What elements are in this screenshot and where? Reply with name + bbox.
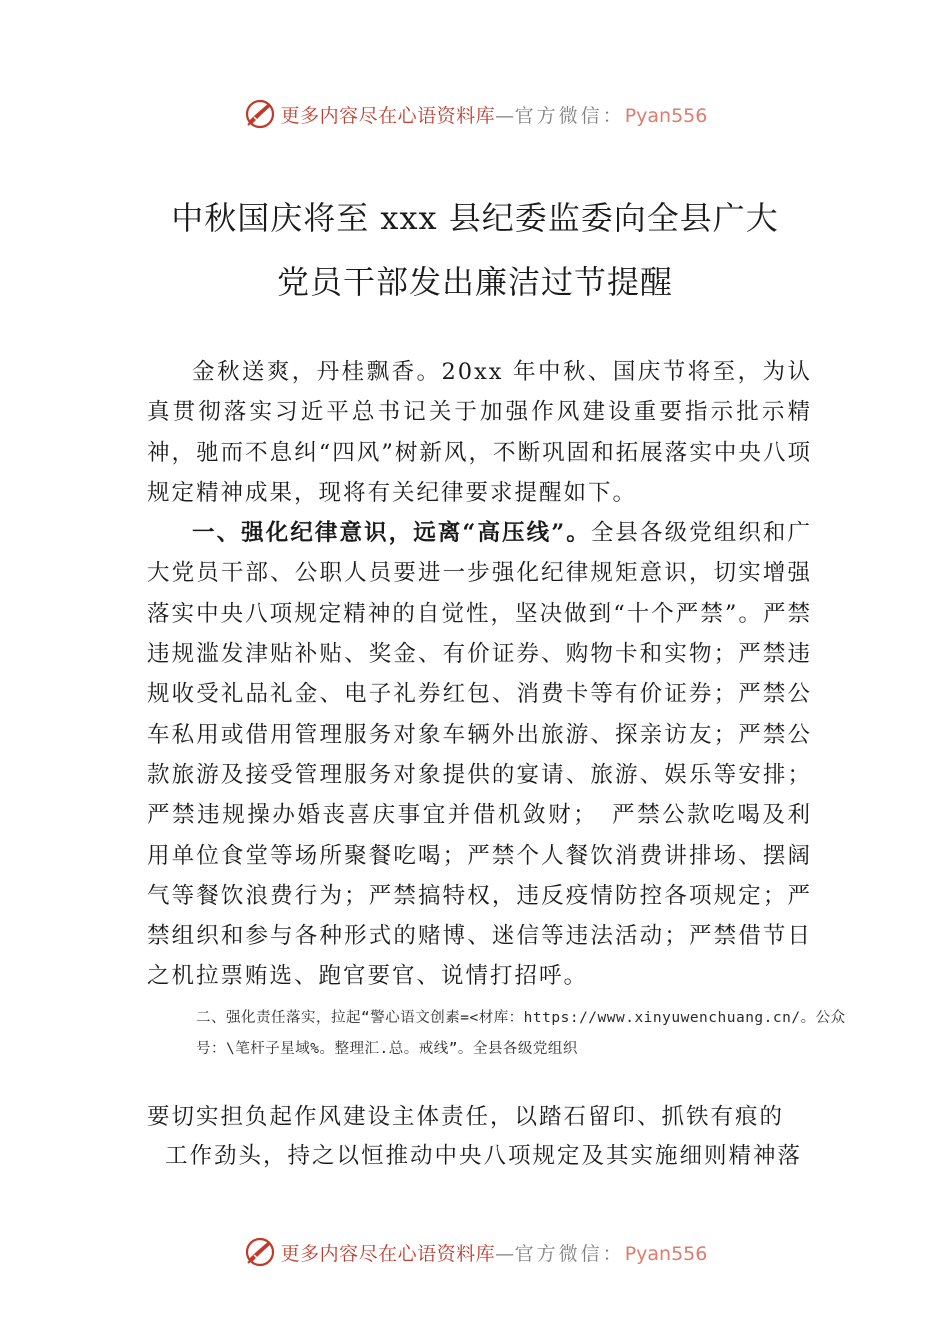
watermark-banner-bottom xyxy=(0,1232,950,1272)
watermark-banner-top xyxy=(0,94,950,134)
section-1-body: 全县各级党组织和广大党员干部、公职人员要进一步强化纪律规矩意识，切实增强落实中央八项规定精神的自觉性，坚决做到“十个严禁”。严禁违规滥发津贴补贴、奖金、有价证券、购物卡和实物；严禁违规收受礼品礼金、电子礼券红包、消费卡等有价证券；严禁公车私用或借用管理服务对象车辆外出旅游、探亲访友；严禁公款旅游及接受管理服务对象提供的宴请、旅游、娱乐等安排；严禁违规操办婚丧喜庆事宜并借机敛财； 严禁公款吃喝及利用单位食堂等场所聚餐吃喝；严禁个人餐饮消费讲排场、摆阔气等餐饮浪费行为；严禁搞特权，违反疫情防控各项规定；严禁组织和参与各种形式的赌博、迷信等违法活动；严禁借节日之机拉票贿选、跑官要官、说情打招呼。 xyxy=(147,520,812,990)
pen-logo-icon xyxy=(243,97,277,131)
watermark-text: 更多内容尽在心语资料库 xyxy=(280,104,496,127)
title-line-1: 中秋国庆将至 xxx 县纪委监委向全县广大 xyxy=(171,199,779,237)
paragraph-intro: 金秋送爽，丹桂飘香。20xx 年中秋、国庆节将至，为认真贯彻落实习近平总书记关于加强作风建设重要指示批示精神，驰而不息纠“四风”树新风，不断巩固和拓展落实中央八项规定精神成果，现将有关纪律要求提醒如下。 xyxy=(147,359,812,506)
watermark-separator: — xyxy=(495,1242,515,1265)
section-2-small-text: 二、强化责任落实，拉起“警心语文创素=<材库：https://www.xinyuwenchuang.cn/。公众号：\笔杆子星域%。整理汇.总。戒线”。全县各级党组织 xyxy=(196,1010,846,1057)
watermark-text: 更多内容尽在心语资料库 xyxy=(280,1242,496,1265)
watermark-wechat-id: Pyan556 xyxy=(624,104,708,127)
pen-logo-icon xyxy=(243,1235,277,1269)
document-title xyxy=(0,186,950,314)
tail-line-2: 工作劲头，持之以恒推动中央八项规定及其实施细则精神落 xyxy=(165,1143,803,1169)
section-1-heading: 一、强化纪律意识，远离“高压线”。 xyxy=(192,520,591,547)
watermark-wechat-label: 官方微信： xyxy=(514,104,625,127)
paragraph-section-1 xyxy=(147,513,812,997)
watermark-separator: — xyxy=(495,104,515,127)
watermark-wechat-id: Pyan556 xyxy=(624,1242,708,1265)
title-line-2: 党员干部发出廉洁过节提醒 xyxy=(276,263,673,301)
document-body xyxy=(147,352,812,997)
watermark-wechat-label: 官方微信： xyxy=(514,1242,625,1265)
tail-line-1: 要切实担负起作风建设主体责任，以踏石留印、抓铁有痕的 xyxy=(147,1104,785,1130)
